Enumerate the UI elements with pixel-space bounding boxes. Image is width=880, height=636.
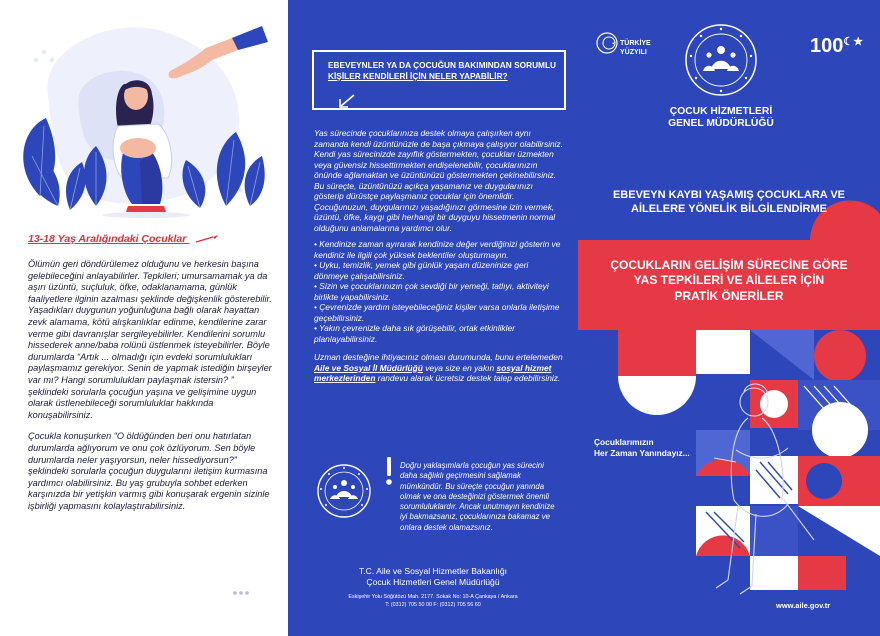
- slogan-line: Her Zaman Yanındayız...: [594, 448, 690, 458]
- footer-directorate: Çocuk Hizmetleri Genel Müdürlüğü: [366, 577, 500, 587]
- support-text: veya size en yakın: [422, 362, 497, 373]
- right-panel: [578, 0, 880, 636]
- section-title: [28, 233, 219, 245]
- paragraph: Çocukla konuşurken “O öldüğünden beri onu hatırlatan durumlarda ağlıyorum ve onu çok özlüyorum. Sen böyle durumlarda neler yaşıyorsun, neler hissediyorsun?” şeklindeki sorularla çocuğun duygularını iletişim kurmasına yardımcı olabilirsiniz. Bu yaş grubuyla sohbet ederken karşınızda bir yetişkin varmış gibi konuşarak ergenin sizinle işbirliği yapmasını kolaylaştırabilirsiniz.: [28, 431, 270, 511]
- website-link[interactable]: www.aile.gov.tr: [776, 601, 831, 610]
- grieving-teen-illustration: [0, 0, 288, 225]
- footer-phone: T: (0312) 705 50 00 F: (0312) 705 56 60: [385, 602, 481, 608]
- title-banner: [578, 240, 880, 330]
- note-text: Doğru yaklaşımlarla çocuğun yas sürecini daha sağlıklı geçirmesini sağlamak mümkündür. Bu süreçte çocuğun yanında olmak ve ona desteğinizi göstermek önemli sorumluluklardır. Ancak unutmayın kendinize iyi bakmazsanız, çocuklarınıza bakamaz ve onlara destek olamazsınız.: [400, 461, 555, 532]
- directorate-emblem-icon: [684, 23, 758, 97]
- footer: [316, 566, 550, 609]
- organization-name: [620, 106, 822, 131]
- subtitle: [592, 188, 866, 216]
- question-box: [312, 50, 566, 110]
- subtitle-line: EBEVEYN KAYBI YAŞAMIŞ ÇOCUKLARA VE: [612, 189, 846, 201]
- footer-address: Eskişehir Yolu Söğütözü Mah. 2177. Sokak No: 10-A Çankaya / Ankara: [348, 594, 518, 600]
- support-text: randevu alarak ücretsiz destek talep edebilirsiniz.: [375, 373, 561, 383]
- pen-line-icon: [195, 234, 219, 244]
- slogan-line: Çocuklarımızın: [594, 437, 654, 447]
- slogan: [594, 437, 690, 459]
- left-body-text: [28, 259, 276, 522]
- footer-ministry: T.C. Aile ve Sosyal Hizmetler Bakanlığı: [358, 566, 508, 576]
- subtitle-line: AİLELERE YÖNELİK BİLGİLENDİRME: [631, 203, 827, 215]
- turkiye-yuzyili-text: [620, 40, 651, 57]
- ministry-emblem-icon: [316, 463, 372, 519]
- title-line: ÇOCUKLARIN GELİŞİM SÜRECİNE GÖRE: [610, 258, 848, 272]
- centennial-number: 100: [810, 35, 844, 57]
- org-line: GENEL MÜDÜRLÜĞÜ: [668, 118, 774, 130]
- decorative-dots-icon: [232, 589, 252, 597]
- box-title-line2: KİŞİLER KENDİLERİ İÇİN NELER YAPABİLİR?: [328, 71, 508, 81]
- turkiye-yuzyili-logo-icon: [596, 32, 618, 54]
- bullet-item: • Sizin ve çocuklarınızın çok sevdiği bir yemeği, tatlıyı, aktiviteyi birlikte yapabilirsiniz.: [314, 281, 549, 302]
- title-line: PRATİK ÖNERİLER: [674, 288, 784, 303]
- bullet-item: • Uyku, temizlik, yemek gibi günlük yaşam düzeninize geri dönmeye çalışabilirsiniz.: [314, 260, 529, 281]
- bullet-item: • Kendinize zaman ayırarak kendinize değer verdiğinizi gösterin ve kendiniz ile ilgili çok yüksek beklentiler oluşturmayın.: [314, 239, 561, 260]
- support-paragraph: [314, 352, 564, 384]
- intro-paragraph: Yas sürecinde çocuklarınıza destek olmaya çalışırken aynı zamanda kendi üzüntünüzle de başa çıkmaya çalışıyor olabilirsiniz. Kendi yas sürecinizde zayıflık göstermekten, çocukları üzmekten veya güvensiz hissettirmekten endişelenebilir, çocuklarınızın önünde ağlamaktan ve üzüntünüzü göstermekten çekinebilirsiniz. Bu süreçte, üzüntünüzü açıkça yaşamanız ve duygularınızı gösterip dürüstçe paylaşmanız çocuklar için önemlidir. Çocuğunuzun, duygularınızı yaşadığınızı görmesine izin vermek, üzüntü, öfke, kaygı gibi herhangi bir duyguyu hissetmenin normal olduğunu anlamalarına yardımcı olur.: [314, 128, 564, 233]
- logo-text-line: TÜRKİYE: [620, 40, 651, 47]
- logo-text-line: YÜZYILI: [620, 48, 647, 56]
- support-highlight: sosyal hizmet merkezlerinden: [314, 362, 552, 383]
- box-title-line1: EBEVEYNLER YA DA ÇOCUĞUN BAKIMINDAN SORUMLU: [328, 60, 557, 70]
- title-line: YAS TEPKİLERİ VE AİLELER İÇİN: [633, 273, 825, 288]
- centennial-logo: [810, 35, 863, 58]
- middle-body-text: [314, 128, 564, 390]
- middle-panel: [288, 0, 578, 636]
- bullet-item: • Çevrenizde yardım isteyebileceğiniz kişiler varsa onlarla iletişime geçebilirsiniz.: [314, 302, 560, 323]
- crescent-star-icon: ☾★: [843, 36, 864, 48]
- section-title-text: 13-18 Yaş Aralığındaki Çocuklar: [28, 233, 187, 245]
- bullet-item: • Yakın çevrenizle daha sık görüşebilir, ortak etkinlikler planlayabilirsiniz.: [314, 323, 515, 344]
- org-line: ÇOCUK HİZMETLERİ: [669, 106, 773, 117]
- arrow-down-left-icon: [338, 94, 356, 108]
- left-panel: [0, 0, 288, 636]
- main-title: [588, 258, 870, 304]
- support-text: Uzman desteğine ihtiyacınız olması durumunda, bunu ertelemeden: [314, 352, 563, 362]
- paragraph: Ölümün geri döndürülemez olduğunu ve herkesin başına gelebileceğini anlayabilirler. Tepkileri; umursamamak ya da aşırı üzüntü, suçluluk, öfke, odaklanamama, günlük faaliyetlere ilginin azalması şeklinde değişkenlik gösterebilir. Yaşadıkları duygunun yoğunluğuna bağlı olarak hayattan zevk alamama, kötü alışkanlıklar edinme, kendilerine zarar verme gibi davranışlar sergileyebilirler. Kendilerini sorumlu hissederek anne/baba rolünü üstlenmek isteyebilirler. Böyle durumlarda “Artık ... olmadığı için evdeki sorumlulukları paylaşmamız gerekiyor. Senin de yapmak istediğin birşeyler var mı? Hangi sorumlulukları paylaşmak istersin? ” şeklindeki sorularla çocuğun yaşına ve gelişimine uygun olarak üstlenebileceği sorumluluklar hakkında konuşabilirsiniz.: [28, 259, 272, 420]
- exclamation-icon: [384, 456, 394, 486]
- support-highlight: Aile ve Sosyal İl Müdürlüğü: [314, 362, 423, 373]
